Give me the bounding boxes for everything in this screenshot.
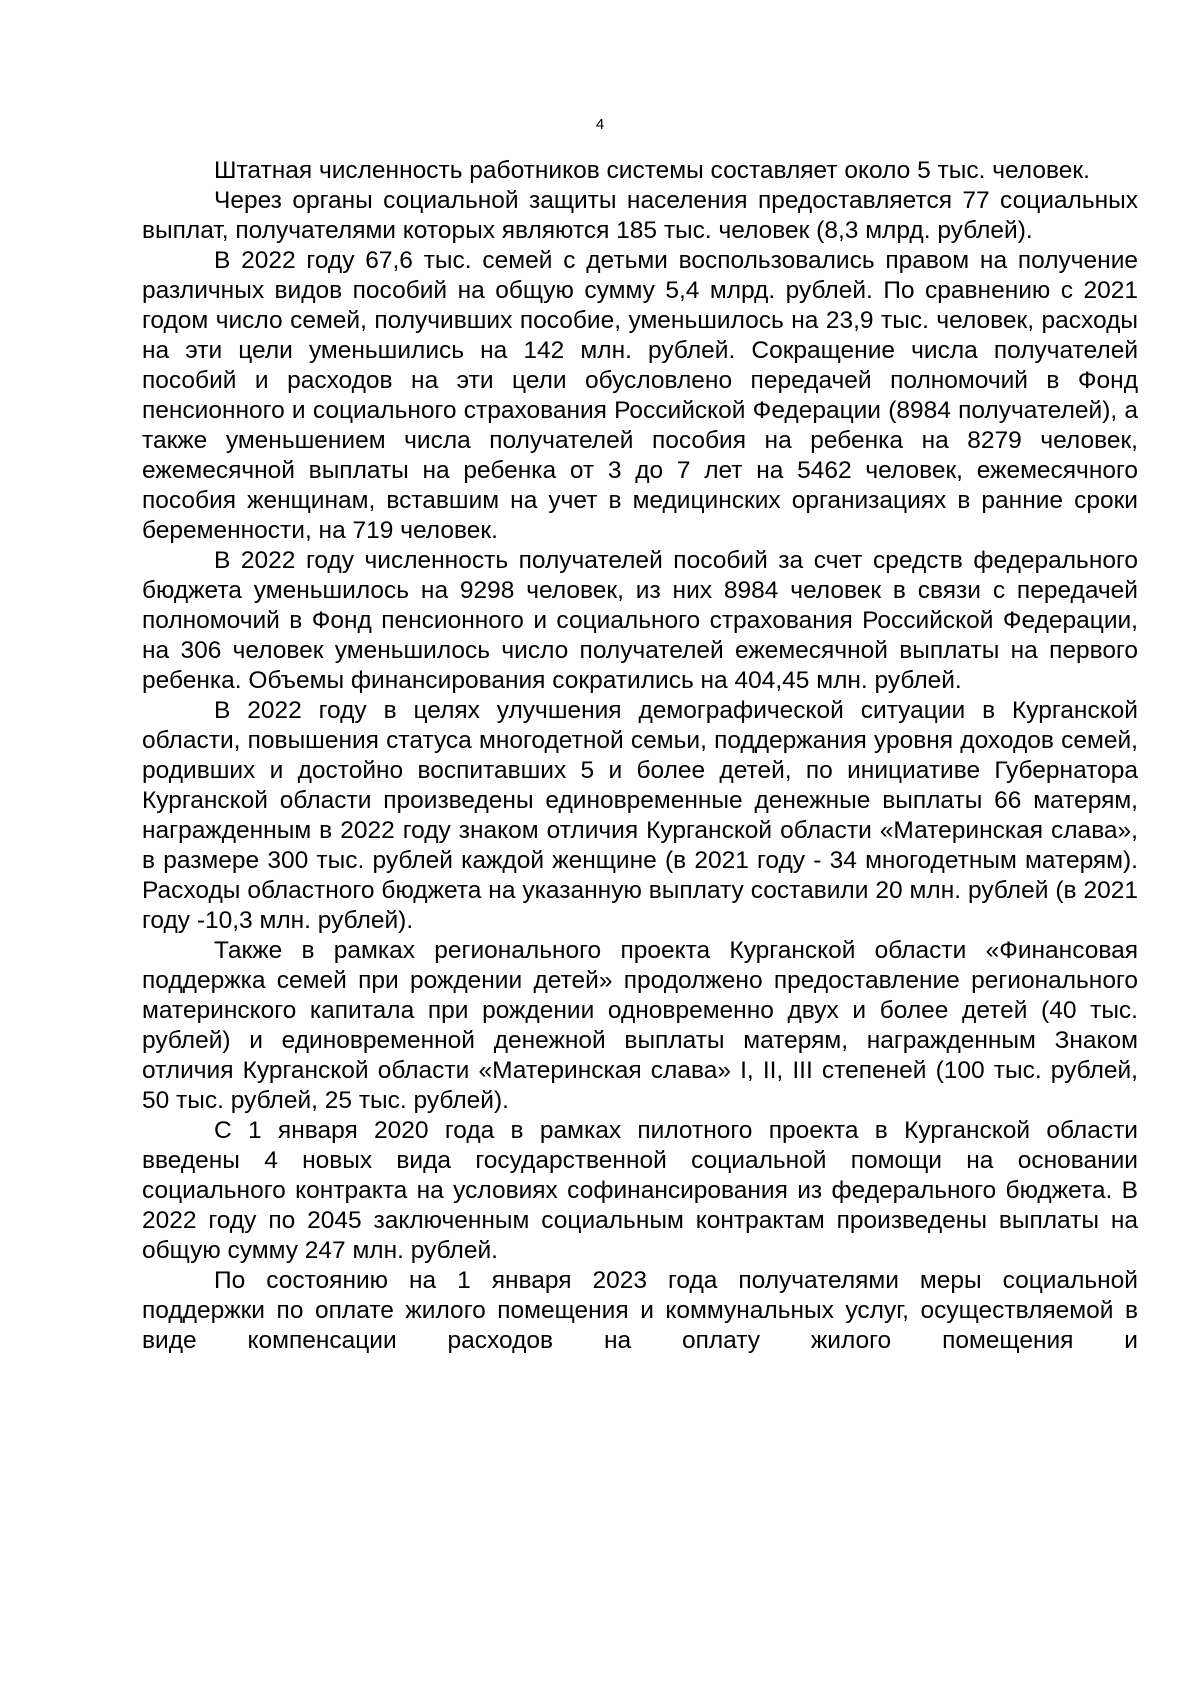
paragraph-regional-project: Также в рамках регионального проекта Курганской области «Финансовая поддержка семей при рождении детей» продолжено предоставление регионального материнского капитала при рождении одновременно двух и более детей (40 тыс. рублей) и единовременной денежной выплаты матерям, награжденным Знаком отличия Курганской области «Материнская слава» I, II, III степеней (100 тыс. рублей, 50 тыс. рублей, 25 тыс. рублей). [142, 937, 1138, 1114]
paragraph-housing-compensation: По состоянию на 1 января 2023 года получателями меры социальной поддержки по оплате жилого помещения и коммунальных услуг, осуществляемой в виде компенсации расходов на оплату жилого помещения и [142, 1267, 1138, 1354]
paragraph-federal-budget: В 2022 году численность получателей пособий за счет средств федерального бюджета уменьшилось на 9298 человек, из них 8984 человек в связи с передачей полномочий в Фонд пенсионного и социального страхования Российской Федерации, на 306 человек уменьшилось число получателей ежемесячной выплаты на первого ребенка. Объемы финансирования сократились на 404,45 млн. рублей. [142, 547, 1138, 694]
paragraph-social-contract: С 1 января 2020 года в рамках пилотного проекта в Курганской области введены 4 новых вида государственной социальной помощи на основании социального контракта на условиях софинансирования из федерального бюджета. В 2022 году по 2045 заключенным социальным контрактам произведены выплаты на общую сумму 247 млн. рублей. [142, 1117, 1138, 1264]
document-body [142, 156, 1138, 1356]
paragraph-social-payments: Через органы социальной защиты населения предоставляется 77 социальных выплат, получателями которых являются 185 тыс. человек (8,3 млрд. рублей). [142, 187, 1138, 244]
page-number: 4 [595, 116, 605, 133]
paragraph-demography: В 2022 году в целях улучшения демографической ситуации в Курганской области, повышения статуса многодетной семьи, поддержания уровня доходов семей, родивших и достойно воспитавших 5 и более детей, по инициативе Губернатора Курганской области произведены единовременные денежные выплаты 66 матерям, награжденным в 2022 году знаком отличия Курганской области «Материнская слава», в размере 300 тыс. рублей каждой женщине (в 2021 году - 34 многодетным матерям). Расходы областного бюджета на указанную выплату составили 20 млн. рублей (в 2021 году -10,3 млн. рублей). [142, 697, 1138, 934]
paragraph-family-benefits: В 2022 году 67,6 тыс. семей с детьми воспользовались правом на получение различных видов пособий на общую сумму 5,4 млрд. рублей. По сравнению с 2021 годом число семей, получивших пособие, уменьшилось на 23,9 тыс. человек, расходы на эти цели уменьшились на 142 млн. рублей. Сокращение числа получателей пособий и расходов на эти цели обусловлено передачей полномочий в Фонд пенсионного и социального страхования Российской Федерации (8984 получателей), а также уменьшением числа получателей пособия на ребенка на 8279 человек, ежемесячной выплаты на ребенка от 3 до 7 лет на 5462 человек, ежемесячного пособия женщинам, вставшим на учет в медицинских организациях в ранние сроки беременности, на 719 человек. [142, 247, 1138, 544]
paragraph-staff: Штатная численность работников системы составляет около 5 тыс. человек. [214, 157, 1090, 184]
